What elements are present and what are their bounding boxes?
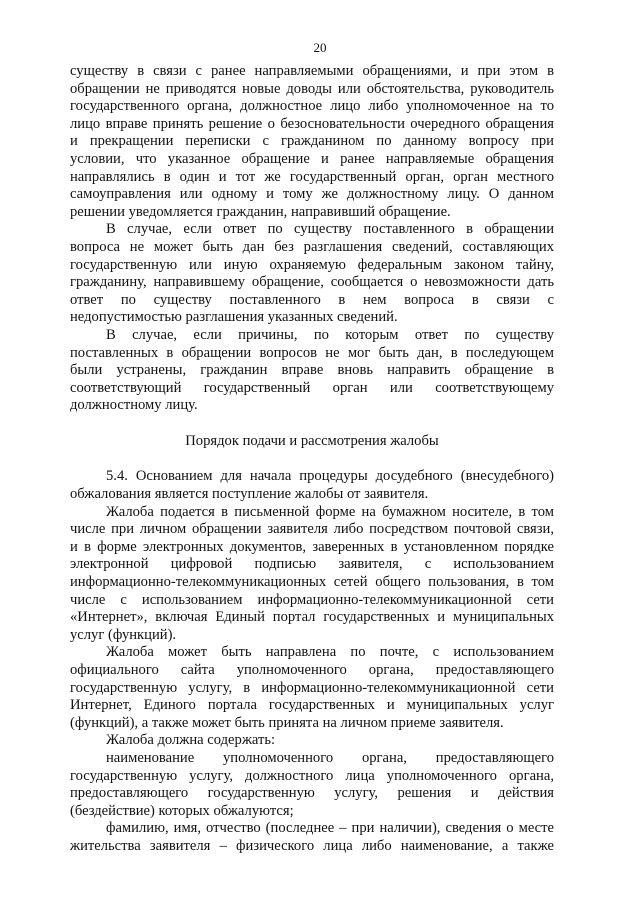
text-line: электронной цифровой подписью заявителя, с использованием bbox=[70, 556, 554, 573]
text-line: были устранены, гражданин вправе вновь направить обращение в bbox=[70, 362, 554, 379]
text-line: направлялись в один и тот же государственный орган, орган местного bbox=[70, 168, 554, 185]
text-line: Интернет, Единого портала государственных и муниципальных услуг bbox=[70, 697, 554, 714]
paragraph bbox=[70, 644, 554, 732]
text-line: лицо вправе принять решение о безосновательности очередного обращения bbox=[70, 115, 554, 132]
paragraphs-before-heading bbox=[70, 63, 554, 415]
text-line: государственного органа, должностное лицо либо уполномоченное на то bbox=[70, 98, 554, 115]
text-line: «Интернет», включая Единый портал государственных и муниципальных bbox=[70, 609, 554, 626]
text-line: и в форме электронных документов, заверенных в установленном порядке bbox=[70, 538, 554, 555]
paragraph bbox=[70, 221, 554, 327]
text-line: В случае, если ответ по существу поставленного в обращении bbox=[106, 221, 554, 238]
text-line: жительства заявителя – физического лица либо наименование, а также bbox=[70, 837, 554, 854]
text-line: должностному лицу. bbox=[70, 397, 198, 414]
text-line: числе при личном обращении заявителя либо посредством почтовой связи, bbox=[70, 521, 554, 538]
text-line: 5.4. Основанием для начала процедуры досудебного (внесудебного) bbox=[106, 468, 554, 485]
text-line: обжалования является поступление жалобы от заявителя. bbox=[70, 486, 429, 503]
text-line: вопроса не может быть дан без разглашения сведений, составляющих bbox=[70, 238, 554, 255]
text-line: наименование уполномоченного органа, предоставляющего bbox=[106, 749, 554, 766]
text-line: фамилию, имя, отчество (последнее – при наличии), сведения о месте bbox=[106, 820, 554, 837]
text-line: недопустимостью разглашения указанных сведений. bbox=[70, 309, 398, 326]
paragraph bbox=[70, 732, 554, 750]
paragraph bbox=[70, 327, 554, 415]
paragraph bbox=[70, 820, 554, 855]
text-line: официального сайта уполномоченного органа, предоставляющего bbox=[70, 662, 554, 678]
text-line: соответствующий государственный орган или соответствующему bbox=[70, 379, 554, 396]
document-body bbox=[70, 63, 554, 856]
text-line: информационно-телекоммуникационных сетей общего пользования, в том bbox=[70, 574, 554, 591]
section-heading: Порядок подачи и рассмотрения жалобы bbox=[185, 432, 439, 449]
text-line: гражданину, направившему обращение, сообщается о невозможности дать bbox=[70, 274, 554, 291]
text-line: условии, что указанное обращение и ранее направляемые обращения bbox=[70, 150, 554, 167]
text-line: государственную услугу, должностного лица уполномоченного органа, bbox=[70, 767, 554, 784]
paragraph bbox=[70, 63, 554, 221]
text-line: самоуправления или одному и тому же должностному лицу. О данном bbox=[70, 186, 554, 203]
text-line: предоставляющего государственную услугу, решения и действия bbox=[70, 785, 554, 802]
text-line: В случае, если причины, по которым ответ по существу bbox=[106, 326, 554, 343]
text-line: Жалоба может быть направлена по почте, с использованием bbox=[106, 644, 554, 661]
paragraph bbox=[70, 468, 554, 503]
text-line: (бездействие) которых обжалуются; bbox=[70, 802, 294, 819]
paragraph bbox=[70, 504, 554, 645]
text-line: услуг (функций). bbox=[70, 626, 177, 643]
section-paragraphs bbox=[70, 468, 554, 855]
page-number: 20 bbox=[313, 40, 327, 55]
text-line: (функций), а также может быть принята на личном приеме заявителя. bbox=[70, 714, 504, 731]
text-line: государственную услугу, в информационно-телекоммуникационной сети bbox=[70, 679, 554, 696]
text-line: ответ по существу поставленного в нем вопроса в связи с bbox=[70, 291, 554, 308]
text-line: Жалоба должна содержать: bbox=[106, 732, 276, 749]
text-line: государственную или иную охраняемую федеральным законом тайну, bbox=[70, 256, 554, 273]
text-line: поставленных в обращении вопросов не мог быть дан, в последующем bbox=[70, 344, 554, 361]
text-line: Жалоба подается в письменной форме на бумажном носителе, в том bbox=[106, 503, 554, 520]
text-line: и прекращении переписки с гражданином по данному вопросу при bbox=[70, 133, 554, 150]
text-line: обращении не приводятся новые доводы или обстоятельства, руководитель bbox=[70, 80, 554, 97]
text-line: числе с использованием информационно-телекоммуникационной сети bbox=[70, 591, 554, 608]
paragraph bbox=[70, 750, 554, 820]
text-line: решении уведомляется гражданин, направивший обращение. bbox=[70, 203, 451, 220]
text-line: существу в связи с ранее направляемыми обращениями, и при этом в bbox=[70, 63, 554, 79]
